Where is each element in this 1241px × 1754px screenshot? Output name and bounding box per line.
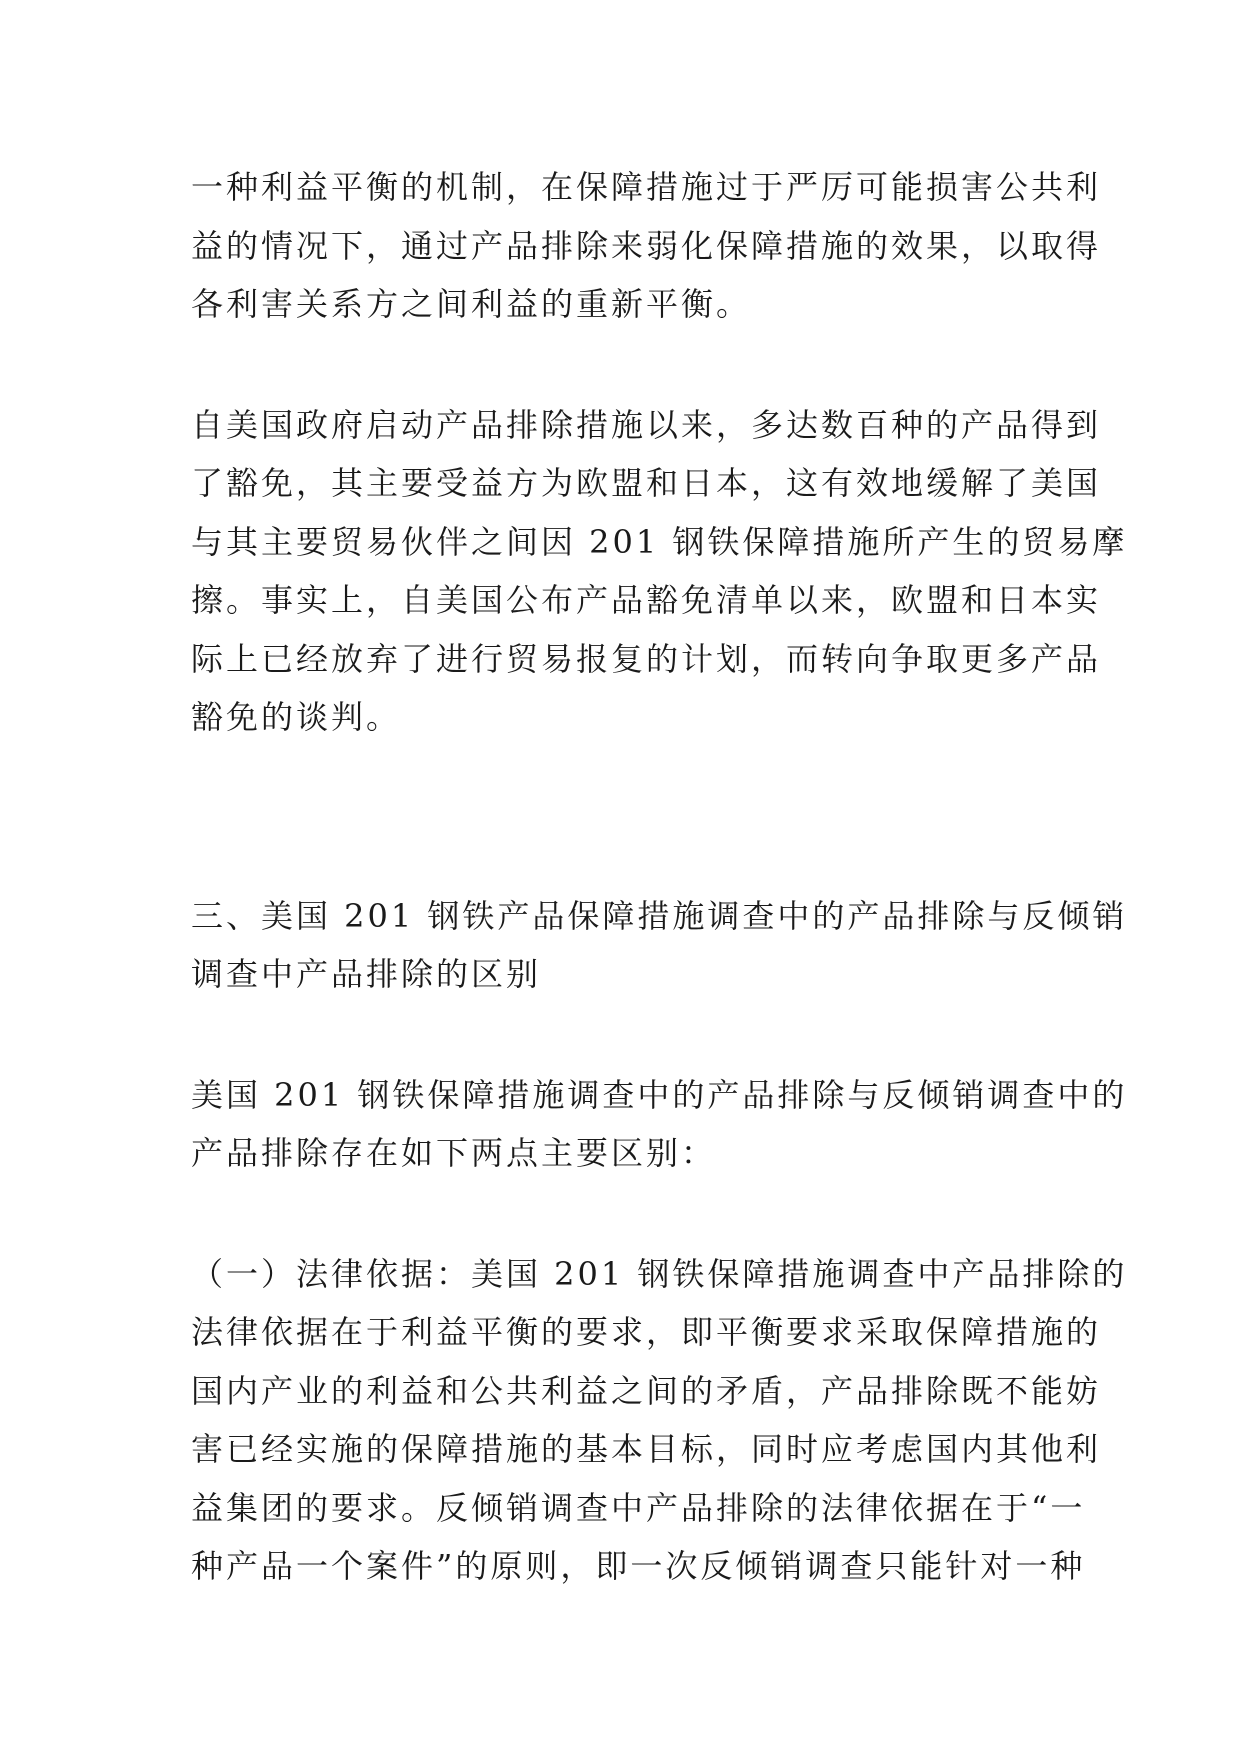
paragraph-balance-mechanism [191,158,1102,334]
text-line: 益的情况下，通过产品排除来弱化保障措施的效果，以取得 [191,226,1102,265]
text-line: 益集团的要求。反倾销调查中产品排除的法律依据在于“一 [191,1488,1086,1527]
text-line: （一）法律依据：美国 201 钢铁保障措施调查中产品排除的 [191,1254,1128,1293]
heading-line: 三、美国 201 钢铁产品保障措施调查中的产品排除与反倾销 [191,896,1128,935]
text-line: 法律依据在于利益平衡的要求，即平衡要求采取保障措施的 [191,1313,1102,1351]
text-line: 擦。事实上，自美国公布产品豁免清单以来，欧盟和日本实 [191,581,1102,619]
text-line: 豁免的谈判。 [191,698,402,736]
paragraph-legal-basis [191,1245,1128,1596]
text-line: 一种利益平衡的机制，在保障措施过于严厉可能损害公共利 [191,168,1102,206]
text-line: 国内产业的利益和公共利益之间的矛盾，产品排除既不能妨 [191,1371,1102,1410]
text-line: 产品排除存在如下两点主要区别： [191,1134,717,1172]
text-line: 与其主要贸易伙伴之间因 201 钢铁保障措施所产生的贸易摩 [191,522,1128,561]
section-heading [191,887,1128,1004]
paragraph-differences-intro [191,1066,1128,1183]
text-line: 各利害关系方之间利益的重新平衡。 [191,285,752,323]
heading-line: 调查中产品排除的区别 [191,955,542,993]
text-line: 自美国政府启动产品排除措施以来，多达数百种的产品得到 [191,405,1102,444]
text-line: 害已经实施的保障措施的基本目标，同时应考虑国内其他利 [191,1430,1102,1468]
text-line: 了豁免，其主要受益方为欧盟和日本，这有效地缓解了美国 [191,464,1102,502]
document-body [191,158,1128,1596]
text-line: 际上已经放弃了进行贸易报复的计划，而转向争取更多产品 [191,639,1102,678]
text-line: 美国 201 钢铁保障措施调查中的产品排除与反倾销调查中的 [191,1075,1128,1114]
text-line: 种产品一个案件”的原则，即一次反倾销调查只能针对一种 [191,1547,1086,1585]
paragraph-exclusion-effects [191,396,1128,747]
